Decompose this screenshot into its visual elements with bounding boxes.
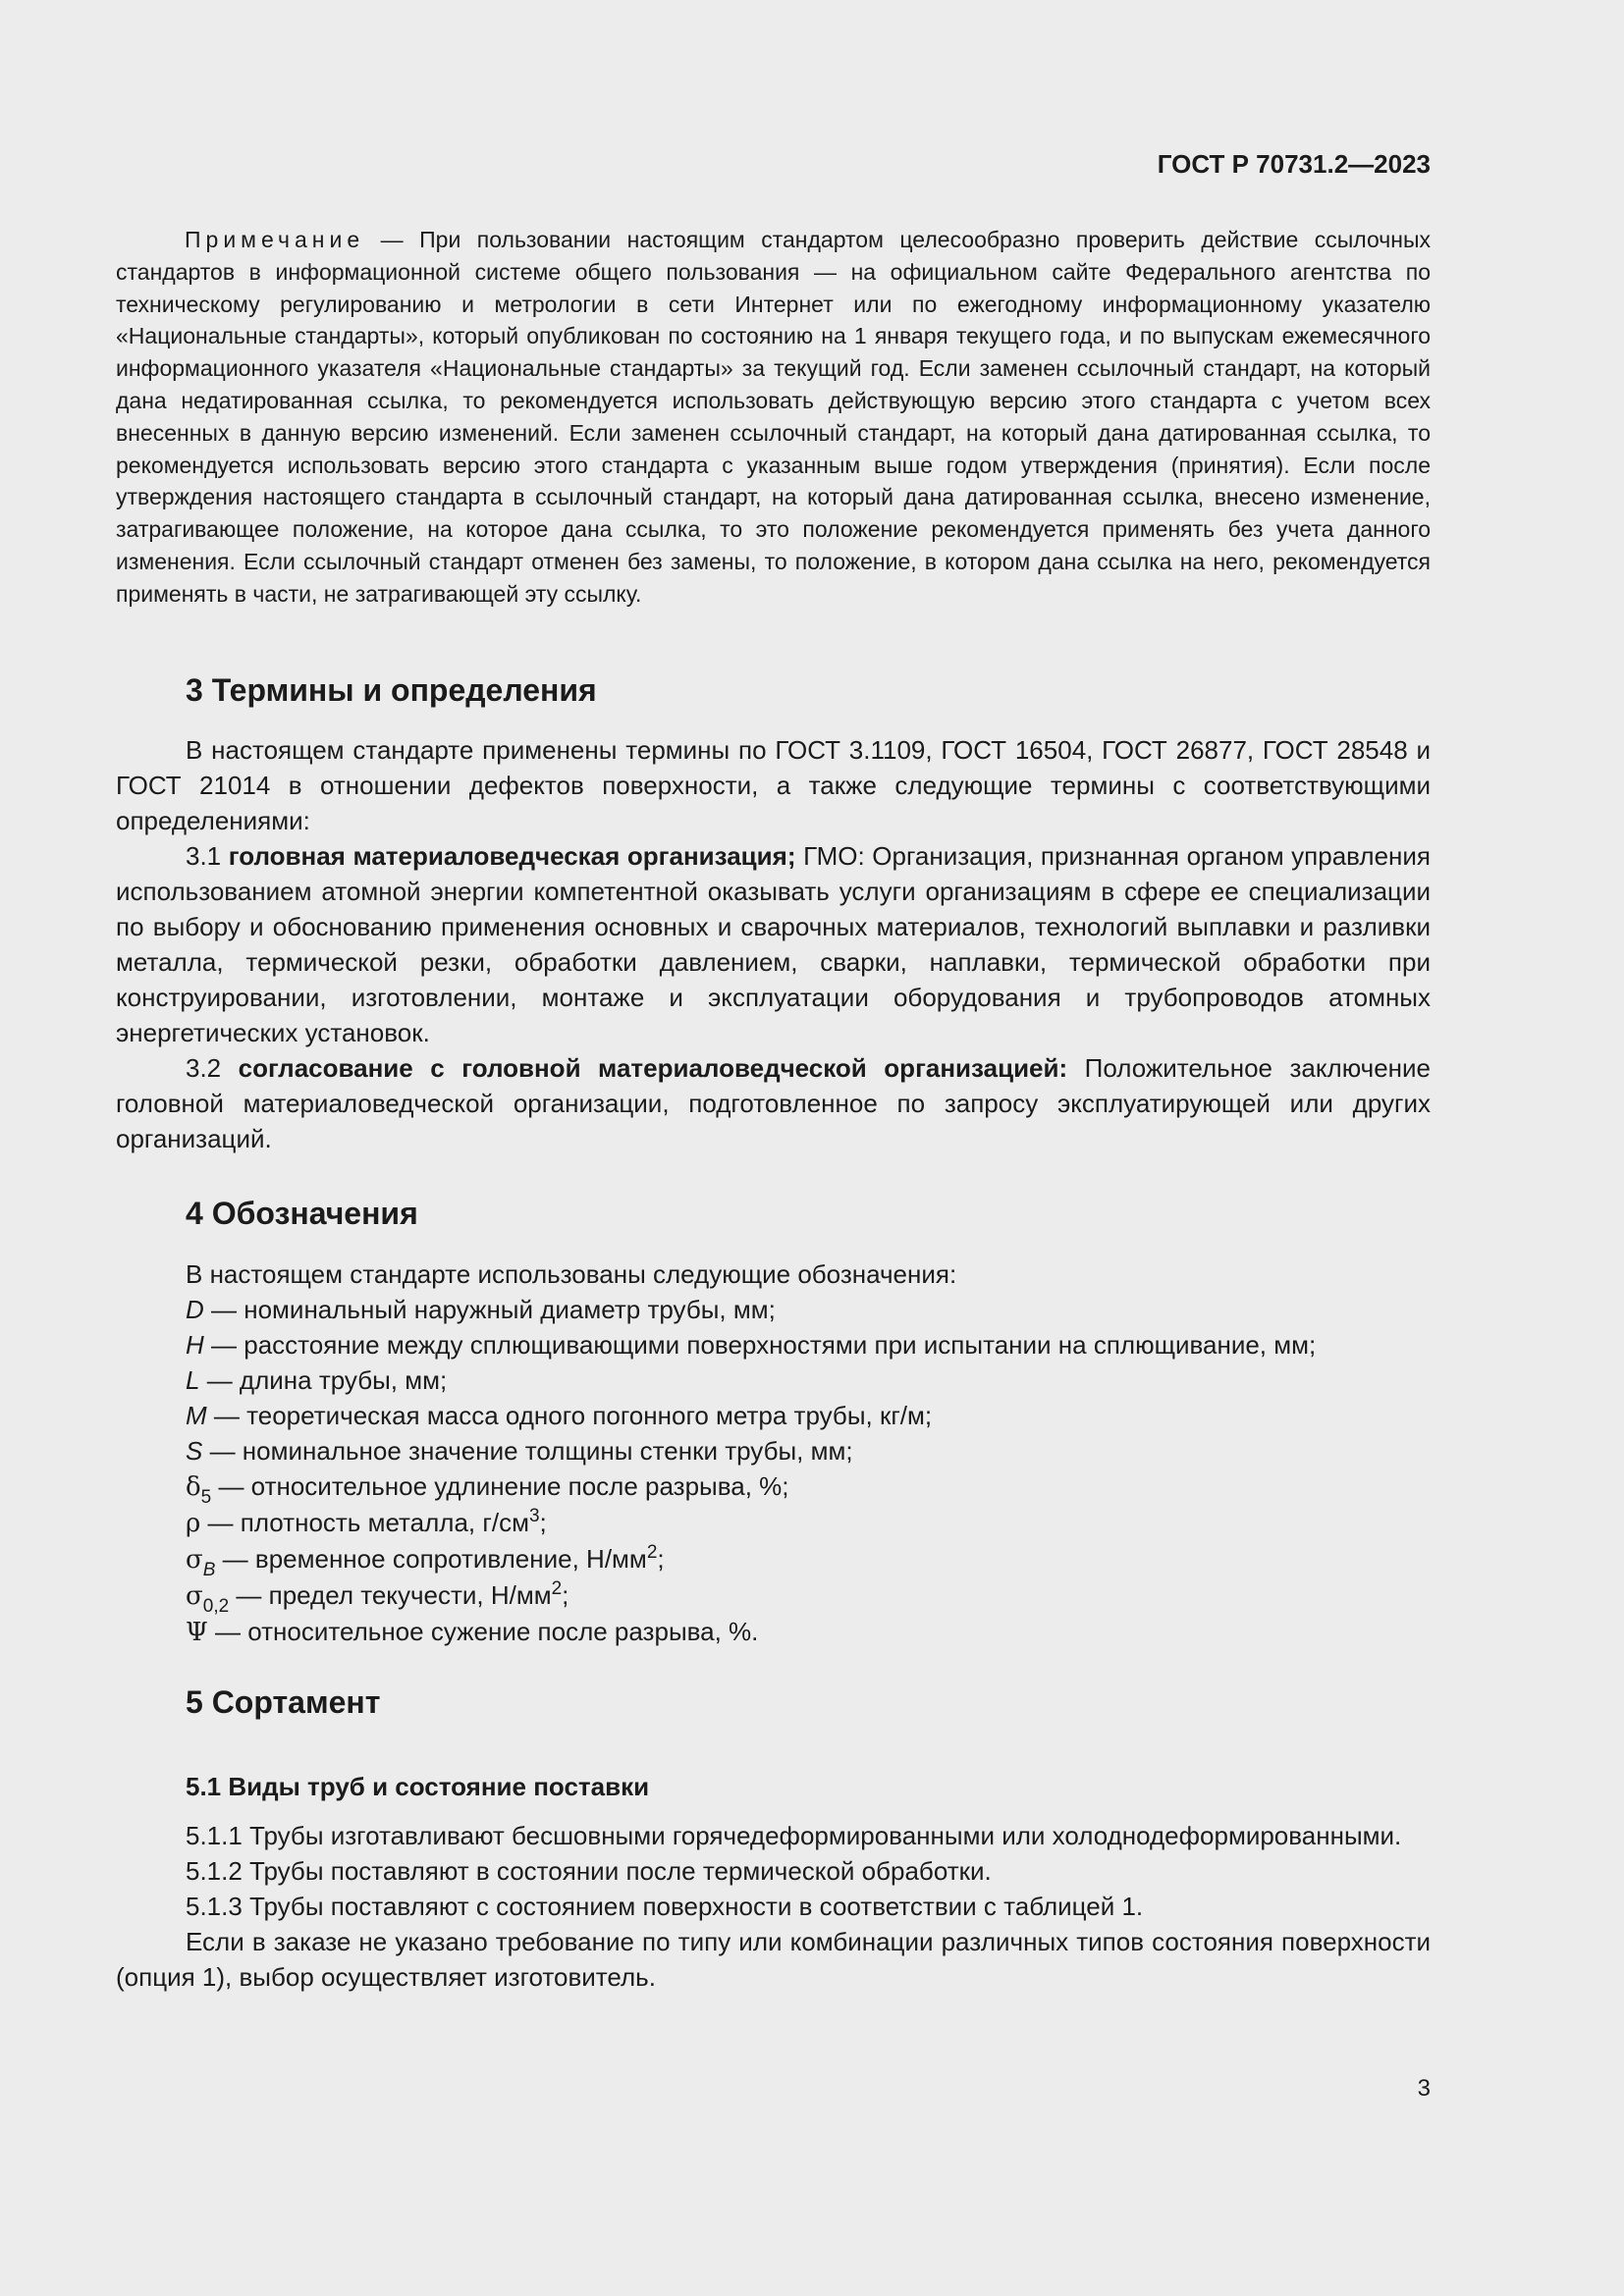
symbol-item: H — расстояние между сплющивающими поверхностями при испытании на сплющивание, мм;	[186, 1330, 1317, 1360]
term-3-2-definition: Положительное заключение головной материаловедческой организации, подготовленное по запросу эксплуатирующей или других организаций.	[116, 1053, 1431, 1153]
section-3-intro: В настоящем стандарте применены термины по ГОСТ 3.1109, ГОСТ 16504, ГОСТ 26877, ГОСТ 28548 и ГОСТ 21014 в отношении дефектов поверхности, а также следующие термины с соответствующими определениями:	[116, 735, 1431, 835]
symbol-item: Ψ — относительное сужение после разрыва, %.	[186, 1617, 759, 1647]
section-5-1-body	[116, 1818, 1431, 1995]
term-3-2: 3.2 согласование с головной материаловедческой организацией: Положительное заключение головной материаловедческой организации, подготовленное по запросу эксплуатирующей или других организаций.	[116, 1053, 1431, 1153]
symbols-list	[186, 1256, 1431, 1650]
term-3-1-name: головная материаловедческая организация;	[228, 841, 796, 871]
section-3-heading: 3 Термины и определения	[186, 672, 597, 708]
symbol-item: S — номинальное значение толщины стенки трубы, мм;	[186, 1436, 853, 1466]
term-3-1-definition: ГМО: Организация, признанная органом управления использованием атомной энергии компетентной оказывать услуги организациям в сфере ее специализации по выбору и обоснованию применения основных и сварочных материалов, технологий выплавки и разливки металла, термической резки, обработки давлением, сварки, наплавки, термической обработки при конструировании, изготовлении, монтаже и эксплуатации оборудования и трубопроводов атомных энергетических установок.	[116, 841, 1431, 1047]
page-number: 3	[1417, 2075, 1431, 2102]
symbol-item: M — теоретическая масса одного погонного метра трубы, кг/м;	[186, 1401, 933, 1430]
section-5-heading: 5 Сортамент	[186, 1684, 381, 1720]
paragraph-5-1-3: 5.1.3 Трубы поставляют с состоянием поверхности в соответствии с таблицей 1.	[186, 1892, 1144, 1921]
symbol-item: L — длина трубы, мм;	[186, 1365, 448, 1395]
section-4-heading: 4 Обозначения	[186, 1196, 418, 1231]
symbols-intro: В настоящем стандарте использованы следующие обозначения:	[186, 1259, 957, 1289]
section-3-body	[116, 732, 1431, 1156]
paragraph-option-1: Если в заказе не указано требование по типу или комбинации различных типов состояния поверхности (опция 1), выбор осуществляет изготовитель.	[116, 1927, 1431, 1992]
standard-code-header: ГОСТ Р 70731.2—2023	[1157, 149, 1431, 179]
symbol-item: ρ — плотность металла, $г/см^3$;	[186, 1506, 547, 1538]
paragraph-5-1-1: 5.1.1 Трубы изготавливают бесшовными горячедеформированными или холоднодеформированными.	[186, 1821, 1402, 1850]
symbol-item: $\sigma_{0,2}$ — предел текучести, $Н/мм^2$;	[186, 1578, 569, 1617]
note-text: — При пользовании настоящим стандартом целесообразно проверить действие ссылочных стандартов в информационной системе общего пользования — на официальном сайте Федерального агентства по техническому регулированию и метрологии в сети Интернет или по ежегодному информационному указателю «Национальные стандарты», который опубликован по состоянию на 1 января текущего года, и по выпускам ежемесячного информационного указателя «Национальные стандарты» за текущий год. Если заменен ссылочный стандарт, на который дана недатированная ссылка, то рекомендуется использовать действующую версию этого стандарта с учетом всех внесенных в данную версию изменений. Если заменен ссылочный стандарт, на который дана датированная ссылка, то рекомендуется использовать версию этого стандарта с указанным выше годом утверждения (принятия). Если после утверждения настоящего стандарта в ссылочный стандарт, на который дана датированная ссылка, внесено изменение, затрагивающее положение, на которое дана ссылка, то это положение рекомендуется применять без учета данного изменения. Если ссылочный стандарт отменен без замены, то положение, в котором дана ссылка на него, рекомендуется применять в части, не затрагивающей эту ссылку.	[116, 227, 1431, 607]
term-3-2-name: согласование с головной материаловедческой организацией:	[238, 1053, 1068, 1083]
symbol-item: $\delta_5$ — относительное удлинение после разрыва, %;	[186, 1471, 789, 1508]
symbol-item: $\sigma_B$ — временное сопротивление, $Н/мм^2$;	[186, 1542, 665, 1580]
paragraph-5-1-2: 5.1.2 Трубы поставляют в состоянии после термической обработки.	[186, 1856, 992, 1886]
note-label: Примечание	[185, 227, 365, 252]
reference-note	[116, 224, 1431, 611]
term-3-1: 3.1 головная материаловедческая организация; ГМО: Организация, признанная органом управления использованием атомной энергии компетентной оказывать услуги организациям в сфере ее специализации по выбору и обоснованию применения основных и сварочных материалов, технологий выплавки и разливки металла, термической резки, обработки давлением, сварки, наплавки, термической обработки при конструировании, изготовлении, монтаже и эксплуатации оборудования и трубопроводов атомных энергетических установок.	[116, 841, 1431, 1047]
section-5-1-heading: 5.1 Виды труб и состояние поставки	[186, 1772, 650, 1801]
symbol-item: D — номинальный наружный диаметр трубы, мм;	[186, 1295, 776, 1324]
